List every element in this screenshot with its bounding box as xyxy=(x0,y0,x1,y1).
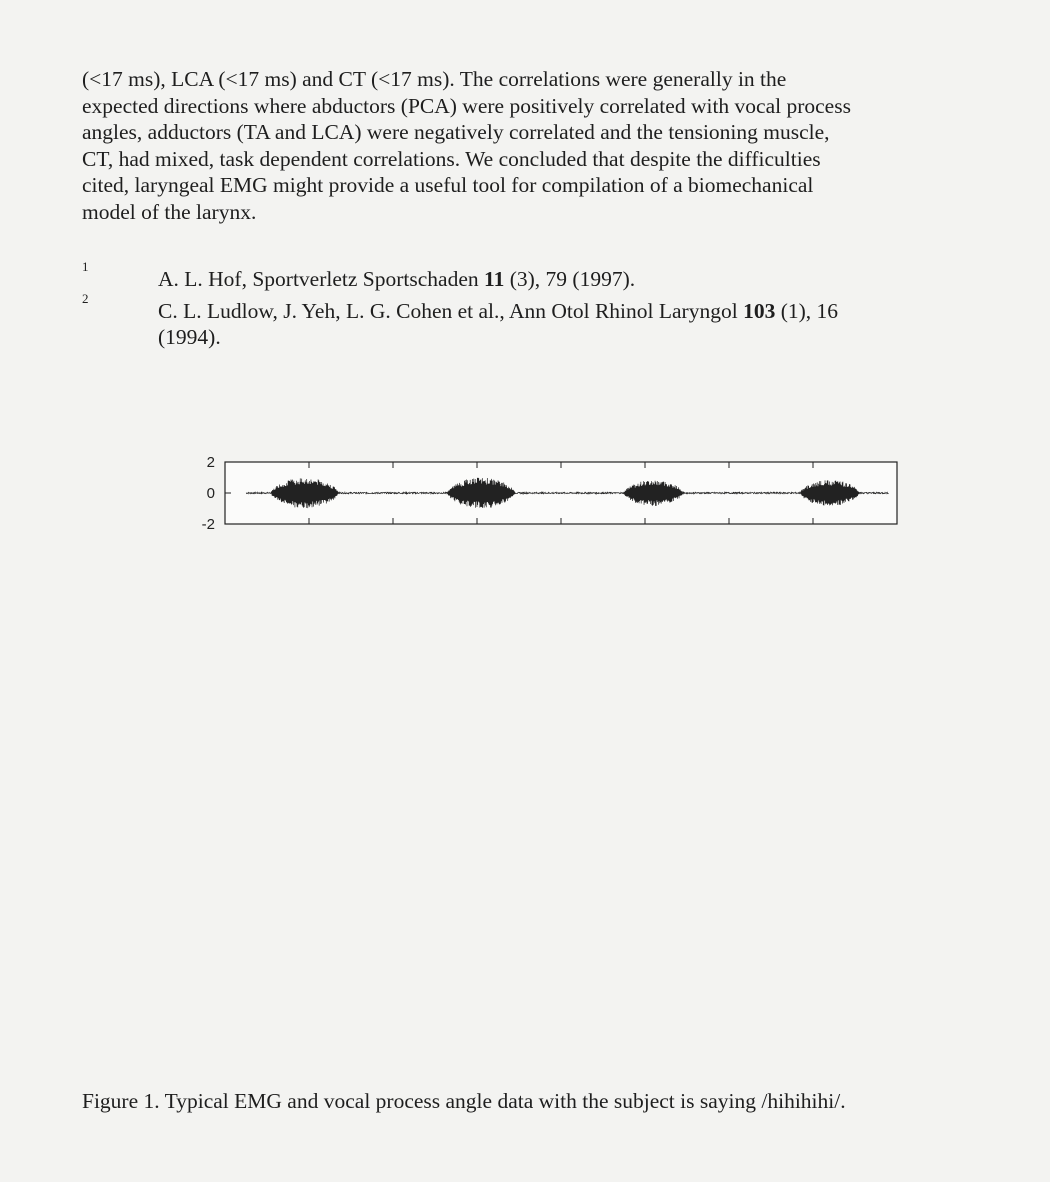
paragraph-line-6: model of the larynx. xyxy=(82,199,257,224)
reference-number: 1 xyxy=(82,259,89,274)
paragraph-line-3: angles, adductors (TA and LCA) were negatively correlated and the tensioning muscle, xyxy=(82,120,830,144)
emg-figure xyxy=(165,448,905,548)
reference-text xyxy=(158,298,1002,351)
paragraph-line-1: (<17 ms), LCA (<17 ms) and CT (<17 ms). The correlations were generally in the xyxy=(82,67,787,91)
reference-list xyxy=(82,259,1002,351)
figure-caption: Figure 1. Typical EMG and vocal process angle data with the subject is saying /hihihihi/. xyxy=(82,1089,846,1113)
reference-authors-journal: A. L. Hof, Sportverletz Sportschaden xyxy=(158,267,485,291)
reference-line xyxy=(158,266,1002,293)
reference-line xyxy=(158,298,1002,325)
reference-issue-pages: (1), 16 xyxy=(775,298,839,323)
reference-number: 2 xyxy=(82,290,89,306)
reference-text xyxy=(158,266,1002,293)
reference-1 xyxy=(82,259,1002,293)
reference-authors-journal: C. L. Ludlow, J. Yeh, L. G. Cohen et al., Ann Otol Rhinol Laryngol xyxy=(158,298,744,323)
reference-volume: 103 xyxy=(743,298,776,323)
y-tick-label: 0 xyxy=(206,485,215,502)
body-paragraph xyxy=(82,66,1002,225)
paragraph-line-5: cited, laryngeal EMG might provide a useful tool for compilation of a biomechanical xyxy=(82,173,814,197)
reference-2 xyxy=(82,290,1002,351)
emg-chart xyxy=(165,448,905,548)
paragraph-line-4: CT, had mixed, task dependent correlations. We concluded that despite the difficulties xyxy=(82,146,821,171)
y-tick-label: -2 xyxy=(201,516,215,533)
reference-volume: 11 xyxy=(484,267,505,291)
paragraph-line-2: expected directions where abductors (PCA) were positively correlated with vocal process xyxy=(82,93,851,118)
reference-issue-pages: (3), 79 (1997). xyxy=(504,267,636,291)
y-tick-label: 2 xyxy=(206,454,215,471)
reference-line-continuation: (1994). xyxy=(158,325,221,349)
